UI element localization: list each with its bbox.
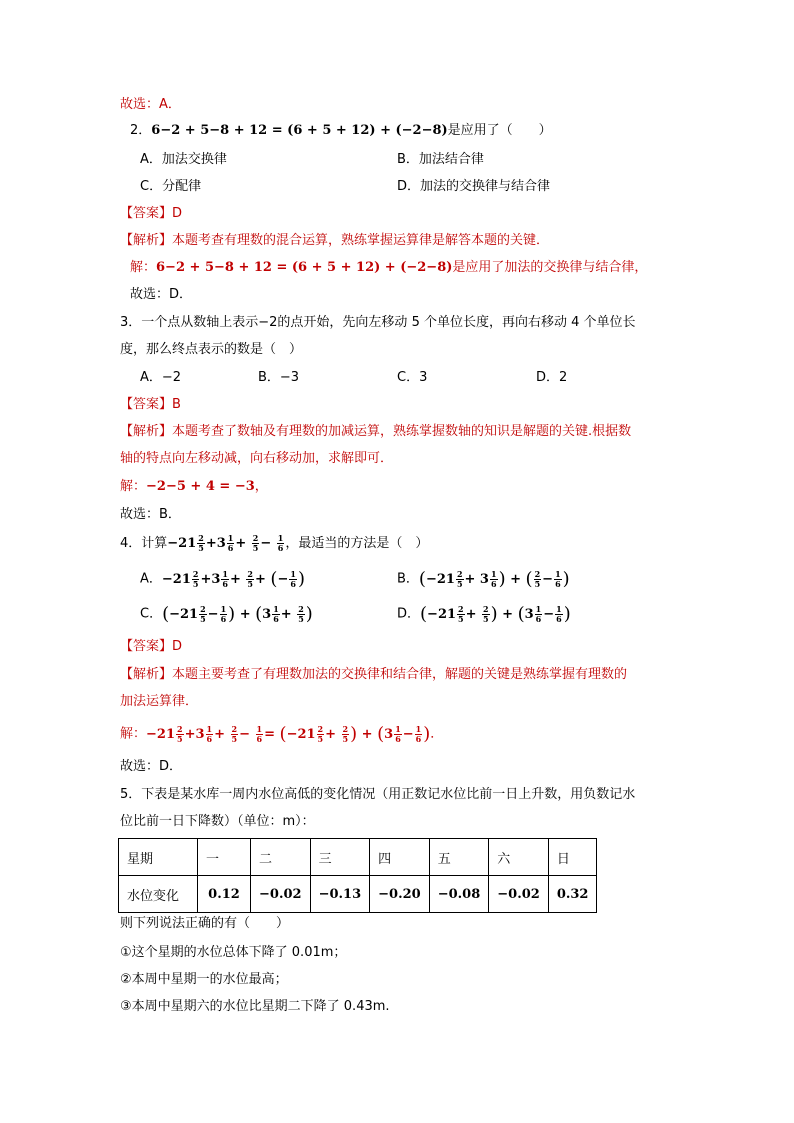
day-cell: 三	[310, 839, 370, 876]
q2-solution-suffix: 是应用了加法的交换律与结合律，	[452, 260, 648, 275]
q4-stem-prefix: 4．计算	[120, 536, 168, 551]
q3-solution	[120, 477, 268, 497]
q4-option-a-expression: −21 $\frac{2}{5}$ +3 $\frac{1}{6}$ + $\frac{2}{5}$ + (− $\frac{1}{6}$ )	[161, 568, 305, 589]
q4-stem-suffix: ，最适当的方法是（ ）	[285, 536, 429, 551]
q4-option-d-expression: (−21 $\frac{2}{5}$ + $\frac{2}{5}$ ) + (3 $\frac{1}{6}$ − $\frac{1}{6}$ )	[420, 603, 571, 624]
q4-analysis-line2: 加法运算律．	[120, 694, 199, 709]
q4-solution-expression: −21 $\frac{2}{5}$ +3 $\frac{1}{6}$ + $\frac{2}{5}$ − $\frac{1}{6}$ = (−21 $\frac{2}{5}$ + $\frac{2}{5}$ ) + (3 $\frac{1}{6}$ − $\frac{1}{6}$ )	[146, 723, 431, 744]
q3-option-a: A．−2	[140, 370, 182, 385]
q5-prompt: 则下列说法正确的有（ ）	[120, 916, 290, 931]
q2-solution-math: 6−2 + 5−8 + 12 = (6 + 5 + 12) + (−2−8)	[156, 260, 453, 275]
q5-stem-line1: 5．下表是某水库一周内水位高低的变化情况（用正数记水位比前一日上升数，用负数记水	[120, 787, 636, 802]
q3-stem-line1: 3．一个点从数轴上表示−2的点开始，先向左移动 5 个单位长度，再向右移动 4 个单位长	[120, 315, 636, 330]
q2-option-c: C．分配律	[140, 179, 202, 194]
q3-analysis-text: 本题考查了数轴及有理数的加减运算，熟练掌握数轴的知识是解题的关键.根据数	[172, 424, 632, 439]
q4-option-c-expression: (−21 $\frac{2}{5}$ − $\frac{1}{6}$ ) + (3 $\frac{1}{6}$ + $\frac{2}{5}$ )	[162, 603, 313, 624]
day-cell: 二	[251, 839, 311, 876]
q1-choose: 故选：A．	[120, 97, 181, 112]
day-cell: 四	[370, 839, 430, 876]
q3-analysis-line2: 轴的特点向左移动减，向右移动加，求解即可．	[120, 451, 394, 466]
q4-option-a-label: A．	[140, 571, 162, 587]
table-header-row	[119, 839, 597, 876]
q4-solution	[120, 724, 443, 745]
q3-option-b: B．−3	[258, 370, 300, 385]
q3-solution-math: −2−5 + 4 = −3	[146, 479, 255, 494]
q2-stem	[130, 121, 552, 141]
q2-choose: 故选：D．	[130, 287, 193, 302]
q4-answer: 【答案】D	[120, 639, 183, 654]
q5-stem-line2: 位比前一日下降数）（单位：m）：	[120, 814, 315, 829]
q2-solution	[130, 258, 647, 278]
q3-option-c: C．3	[397, 370, 428, 385]
q4-option-b-expression: (−21 $\frac{2}{5}$ + 3 $\frac{1}{6}$ ) + ( $\frac{2}{5}$ − $\frac{1}{6}$ )	[418, 568, 570, 589]
q5-statement-2: ②本周中星期一的水位最高；	[120, 972, 288, 987]
q5-statement-3: ③本周中星期六的水位比星期二下降了 0.43m.	[120, 999, 390, 1014]
q4-option-a	[140, 569, 305, 590]
value-cell: −0.02	[489, 876, 549, 913]
value-cell: 0.32	[548, 876, 597, 913]
q4-analysis-label: 【解析】	[120, 667, 173, 682]
table-value-row	[119, 876, 597, 913]
value-cell: −0.02	[251, 876, 311, 913]
q3-stem-line2: 度，那么终点表示的数是（ ）	[120, 342, 303, 357]
q4-option-d	[397, 604, 571, 625]
day-cell: 日	[548, 839, 597, 876]
value-cell: −0.20	[370, 876, 430, 913]
q3-solution-suffix: ，	[254, 479, 268, 494]
q5-statement-1: ①这个星期的水位总体下降了 0.01m；	[120, 945, 347, 960]
q2-solution-prefix: 解：	[130, 260, 157, 275]
q4-option-c	[140, 604, 313, 625]
q2-number: 2．	[130, 123, 152, 138]
day-cell: 六	[489, 839, 549, 876]
q2-option-a: A．加法交换律	[140, 152, 227, 167]
q4-solution-prefix: 解：	[120, 726, 147, 742]
value-cell: −0.08	[429, 876, 489, 913]
q3-solution-prefix: 解：	[120, 479, 147, 494]
q3-choose: 故选：B．	[120, 507, 181, 522]
q2-analysis-text: 本题考查有理数的混合运算，熟练掌握运算律是解答本题的关键．	[172, 233, 550, 248]
header-label-cell: 星期	[119, 839, 198, 876]
q4-stem	[120, 534, 428, 554]
q3-option-d: D．2	[536, 370, 568, 385]
q4-solution-suffix: ．	[430, 726, 444, 742]
q4-stem-expression: −21 $\frac{2}{5}$ +3 $\frac{1}{6}$ + $\frac{2}{5}$ − $\frac{1}{6}$	[167, 533, 284, 553]
q2-analysis	[120, 231, 549, 251]
value-cell: 0.12	[198, 876, 251, 913]
q4-option-b-label: B．	[397, 571, 419, 587]
q2-analysis-label: 【解析】	[120, 233, 173, 248]
day-cell: 一	[198, 839, 251, 876]
q2-option-b: B．加法结合律	[397, 152, 484, 167]
water-level-table	[118, 838, 597, 913]
q2-answer: 【答案】D	[120, 206, 183, 221]
q3-analysis-line1	[120, 422, 631, 442]
value-cell: −0.13	[310, 876, 370, 913]
q2-stem-math: 6−2 + 5−8 + 12 = (6 + 5 + 12) + (−2−8)	[151, 123, 448, 138]
day-cell: 五	[429, 839, 489, 876]
q2-stem-suffix: 是应用了（ ）	[447, 123, 552, 138]
q2-option-d: D．加法的交换律与结合律	[397, 179, 551, 194]
q4-option-b	[397, 569, 570, 590]
q3-answer: 【答案】B	[120, 397, 181, 412]
row-label-cell: 水位变化	[119, 876, 198, 913]
q4-option-d-label: D．	[397, 606, 421, 622]
q4-option-c-label: C．	[140, 606, 163, 622]
q4-analysis-text: 本题主要考查了有理数加法的交换律和结合律，解题的关键是熟练掌握有理数的	[172, 667, 628, 682]
q4-choose: 故选：D．	[120, 759, 183, 774]
q4-analysis-line1	[120, 665, 627, 685]
q3-analysis-label: 【解析】	[120, 424, 173, 439]
